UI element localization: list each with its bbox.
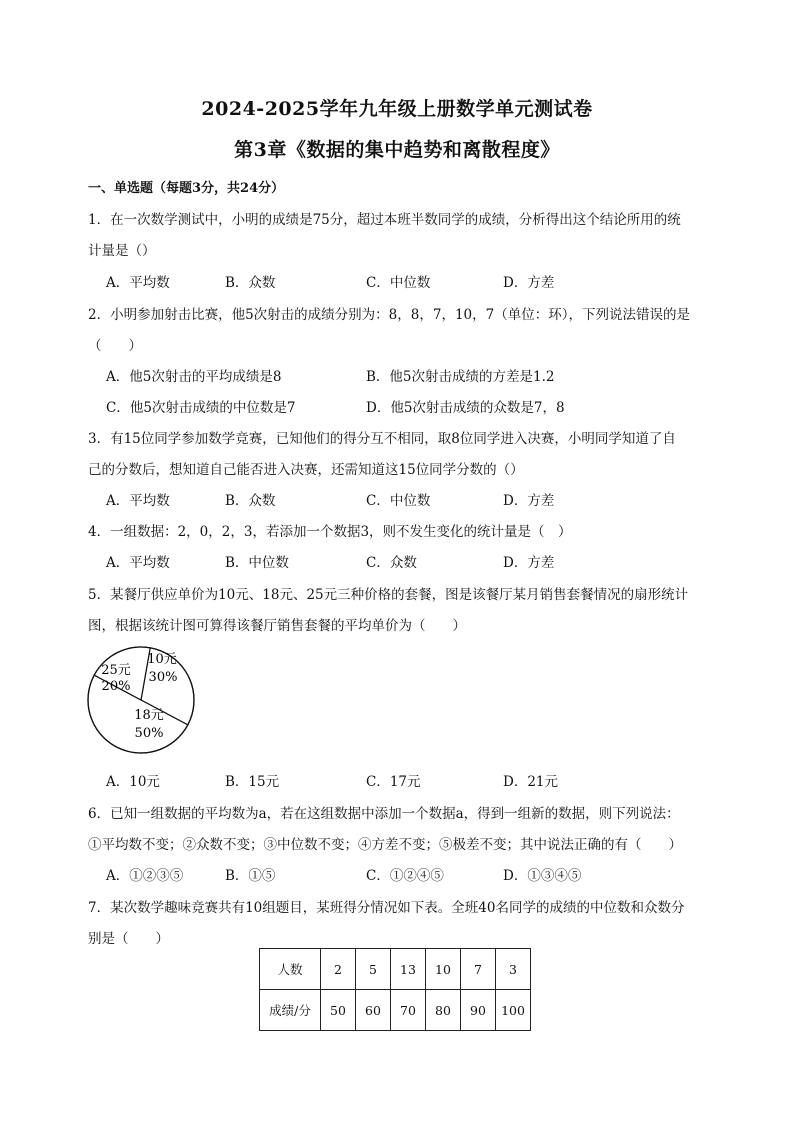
q4-option-a: A．平均数 <box>106 555 170 571</box>
table-cell: 100 <box>496 990 531 1031</box>
q2-option-c: C．他5次射击成绩的中位数是7 <box>106 400 296 416</box>
q3-stem-line1: 3．有15位同学参加数学竞赛，已知他们的得分互不相同，取8位同学进入决赛，小明同学知道了自 <box>88 431 676 447</box>
q3-option-c: C．中位数 <box>366 493 431 509</box>
q6-option-d: D．①③④⑤ <box>503 868 582 884</box>
table-cell: 人数 <box>260 949 321 990</box>
q3-option-b: B．众数 <box>225 493 276 509</box>
q5-option-b: B．15元 <box>225 774 280 790</box>
q6-option-b: B．①⑤ <box>225 868 276 884</box>
table-cell: 13 <box>391 949 426 990</box>
q2-option-a: A．他5次射击的平均成绩是8 <box>106 369 282 385</box>
q1-stem-line2: 计量是（） <box>88 243 156 259</box>
q3-stem-line2: 己的分数后，想知道自己能否进入决赛，还需知道这15位同学分数的（） <box>88 462 524 478</box>
pie-chart <box>86 645 196 755</box>
q6-option-a: A．①②③⑤ <box>106 868 184 884</box>
q2-option-b: B．他5次射击成绩的方差是1.2 <box>366 369 555 385</box>
table-cell: 60 <box>356 990 391 1031</box>
pie-label-18: 18元 <box>134 708 164 723</box>
pie-label-10: 10元 <box>147 652 177 667</box>
q4-stem-line1: 4．一组数据：2，0，2，3，若添加一个数据3，则不发生变化的统计量是（ ） <box>88 524 572 540</box>
score-table <box>259 948 531 1031</box>
q1-stem-line1: 1．在一次数学测试中，小明的成绩是75分，超过本班半数同学的成绩，分析得出这个结论所用的统 <box>88 212 681 228</box>
pie-percent-18: 50% <box>134 726 164 741</box>
q1-option-c: C．中位数 <box>366 275 431 291</box>
q7-stem-line2: 别是（ ） <box>88 931 169 947</box>
q6-option-c: C．①②④⑤ <box>366 868 444 884</box>
section-heading: 一、单选题（每题3分，共24分） <box>88 181 285 196</box>
q5-stem-line2: 图，根据该统计图可算得该餐厅销售套餐的平均单价为（ ） <box>88 618 466 634</box>
table-cell: 2 <box>321 949 356 990</box>
q2-stem-line2: （ ） <box>88 338 142 354</box>
q5-option-d: D．21元 <box>503 774 559 790</box>
table-cell: 3 <box>496 949 531 990</box>
q4-option-d: D．方差 <box>503 555 555 571</box>
table-cell: 10 <box>426 949 461 990</box>
table-cell: 5 <box>356 949 391 990</box>
table-row-count <box>260 949 531 990</box>
q2-stem-line1: 2．小明参加射击比赛，他5次射击的成绩分别为：8，8，7，10，7（单位：环），下列说法错误的是 <box>88 307 690 323</box>
pie-percent-10: 30% <box>148 670 178 685</box>
table-cell: 80 <box>426 990 461 1031</box>
q5-option-a: A．10元 <box>106 774 160 790</box>
table-cell: 90 <box>461 990 496 1031</box>
table-cell: 7 <box>461 949 496 990</box>
table-row-score <box>260 990 531 1031</box>
table-cell: 70 <box>391 990 426 1031</box>
q3-option-a: A．平均数 <box>106 493 170 509</box>
table-cell: 50 <box>321 990 356 1031</box>
q3-option-d: D．方差 <box>503 493 555 509</box>
q7-stem-line1: 7．某次数学趣味竞赛共有10组题目，某班得分情况如下表。全班40名同学的成绩的中位数和众数分 <box>88 900 685 916</box>
table-cell: 成绩/分 <box>260 990 321 1031</box>
exam-title: 2024-2025学年九年级上册数学单元测试卷 <box>201 98 593 120</box>
q4-option-c: C．众数 <box>366 555 417 571</box>
pie-percent-25: 20% <box>101 679 131 694</box>
pie-label-25: 25元 <box>101 663 131 678</box>
q5-option-c: C．17元 <box>366 774 421 790</box>
q2-option-d: D．他5次射击成绩的众数是7，8 <box>366 400 565 416</box>
exam-subtitle: 第3章《数据的集中趋势和离散程度》 <box>234 139 560 161</box>
q6-stem-line1: 6．已知一组数据的平均数为a，若在这组数据中添加一个数据a，得到一组新的数据，则下列说法： <box>88 806 680 822</box>
q5-stem-line1: 5．某餐厅供应单价为10元、18元、25元三种价格的套餐，图是该餐厅某月销售套餐情况的扇形统计 <box>88 587 689 603</box>
q1-option-a: A．平均数 <box>106 275 170 291</box>
q1-option-d: D．方差 <box>503 275 555 291</box>
q4-option-b: B．中位数 <box>225 555 289 571</box>
q1-option-b: B．众数 <box>225 275 276 291</box>
q6-stem-line2: ①平均数不变；②众数不变；③中位数不变；④方差不变；⑤极差不变；其中说法正确的有（ ） <box>88 837 682 853</box>
